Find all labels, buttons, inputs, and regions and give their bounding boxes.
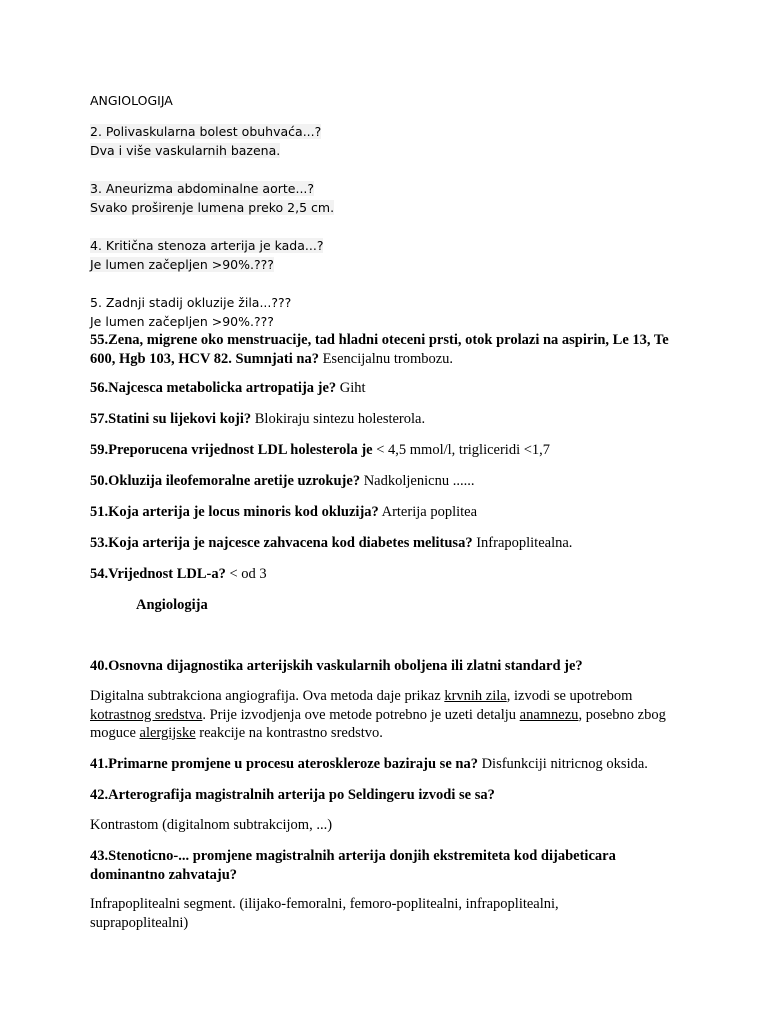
answer: Svako proširenje lumena preko 2,5 cm. [90, 199, 335, 215]
answer: Giht [336, 380, 366, 396]
answer: Blokiraju sintezu holesterola. [251, 411, 426, 427]
qa-item-55 [90, 331, 690, 368]
qa-item-51 [90, 503, 690, 522]
qa-item-3 [90, 180, 690, 217]
question: 50.Okluzija ileofemoralne aretije uzrokuje? [90, 473, 361, 489]
qa-item-41 [90, 755, 690, 774]
qa-item-40-question: 40.Osnovna dijagnostika arterijskih vaskularnih oboljena ili zlatni standard je? [90, 658, 583, 674]
question: 55.Zena, migrene oko menstruacije, tad hladni oteceni prsti, otok prolazi na aspirin, Le 13, Te 600, Hgb 103, HCV 82. Sumnjati na? [90, 332, 669, 367]
qa-item-59 [90, 441, 690, 460]
qa-item-43-answer: Infrapoplitealni segment. (ilijako-femoralni, femoro-poplitealni, infrapoplitealni, suprapoplitealni) [90, 896, 559, 931]
qa-item-42-answer: Kontrastom (digitalnom subtrakcijom, ...) [90, 817, 333, 833]
answer: Disfunkciji nitricnog oksida. [477, 756, 648, 772]
answer: Esencijalnu trombozu. [318, 350, 454, 367]
qa-item-56 [90, 379, 690, 398]
answer: Je lumen začepljen >90%.??? [90, 313, 274, 329]
qa-item-5 [90, 294, 690, 331]
question: 51.Koja arterija je locus minoris kod okluzija? [90, 504, 379, 520]
underlined-term: krvnih zila [444, 688, 507, 704]
question: 2. Polivaskularna bolest obuhvaća...? [90, 124, 322, 139]
qa-item-54 [90, 565, 690, 584]
doc-title: ANGIOLOGIJA [90, 93, 173, 108]
answer: < od 3 [225, 566, 267, 582]
answer: Je lumen začepljen >90%.??? [90, 256, 274, 272]
qa-item-42-question: 42.Arterografija magistralnih arterija po Seldingeru izvodi se sa? [90, 787, 495, 803]
question: 59.Preporucena vrijednost LDL holesterola je [90, 442, 373, 458]
question: 4. Kritična stenoza arterija je kada...? [90, 238, 324, 253]
answer: < 4,5 mmol/l, trigliceridi <1,7 [372, 442, 551, 458]
qa-item-50 [90, 472, 690, 491]
underlined-term: kotrastnog sredstva [90, 706, 203, 723]
qa-item-57 [90, 410, 690, 429]
qa-item-53 [90, 534, 690, 553]
question: 53.Koja arterija je najcesce zahvacena kod diabetes melitusa? [90, 535, 473, 551]
qa-item-40-answer: Digitalna subtrakciona angiografija. Ova metoda daje prikaz krvnih zila, izvodi se upotrebom kotrastnog sredstva. Prije izvodjenja ove metode potrebno je uzeti detalju anamnezu, posebno zbog moguce alergijske reakcije na kontrastno sredstvo. [90, 688, 666, 741]
answer: Arterija poplitea [378, 504, 478, 520]
qa-item-4 [90, 237, 690, 274]
question: 57.Statini su lijekovi koji? [90, 411, 252, 427]
qa-item-2 [90, 123, 690, 160]
question: 3. Aneurizma abdominalne aorte...? [90, 181, 315, 196]
question: 5. Zadnji stadij okluzije žila...??? [90, 295, 292, 310]
question: 41.Primarne promjene u procesu ateroskleroze baziraju se na? [90, 756, 478, 772]
question: 54.Vrijednost LDL-a? [90, 566, 226, 582]
answer: Dva i više vaskularnih bazena. [90, 142, 281, 158]
underlined-term: anamnezu [519, 706, 579, 723]
qa-item-43-question: 43.Stenoticno-... promjene magistralnih arterija donjih ekstremiteta kod dijabeticara dominantno zahvataju? [90, 848, 616, 883]
section-subheading: Angiologija [136, 597, 208, 613]
question: 56.Najcesca metabolicka artropatija je? [90, 380, 337, 396]
answer: Nadkoljenicnu ...... [360, 473, 475, 489]
underlined-term: alergijske [139, 725, 196, 741]
answer: Infrapoplitealna. [472, 535, 573, 551]
